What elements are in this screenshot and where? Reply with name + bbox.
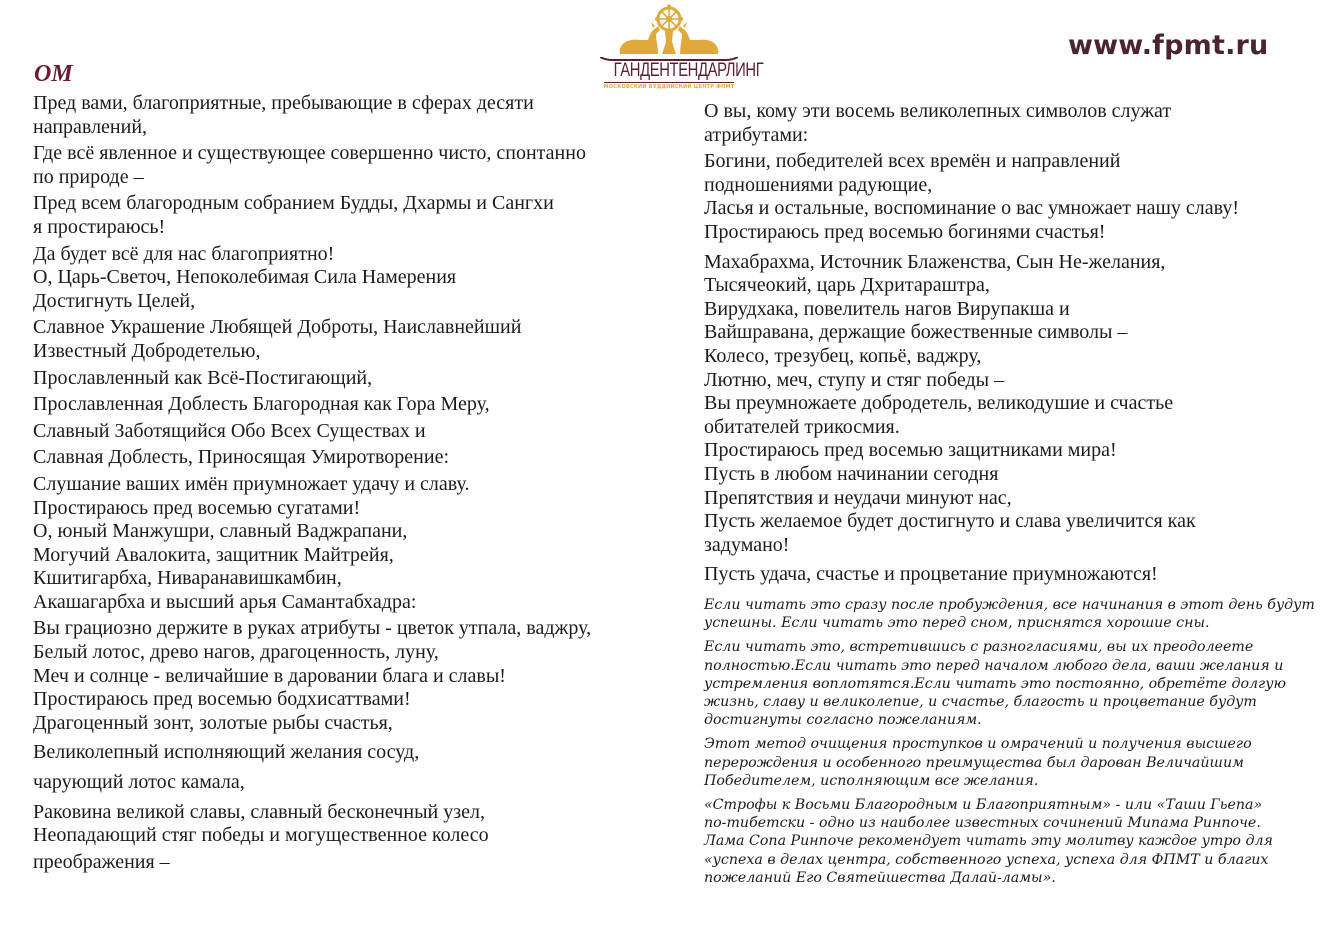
verse-line: Богини, победителей всех времён и направлений [704, 150, 1121, 173]
note-paragraph [704, 638, 1304, 729]
verse-line: Вы преумножаете добродетель, великодушие и счастье [704, 392, 1174, 415]
note-line: Лама Сопа Ринпоче рекомендует читать эту молитву каждое утро для [704, 833, 1273, 850]
site-url: www.fpmt.ru [1068, 30, 1269, 61]
note-line: успешны. Если читать это перед сном, приснятся хорошие сны. [704, 615, 1210, 632]
note-line: Победителем, исполняющим все желания. [704, 772, 1039, 789]
note-line: Этот метод очищения проступков и омрачений и получения высшего [704, 736, 1252, 753]
logo-subtitle: МОСКОВСКИЙ БУДДИЙСКИЙ ЦЕНТР ФПМТ [603, 84, 735, 90]
note-line: устремления воплотятся.Если читать это постоянно, обретёте долгую [704, 675, 1286, 692]
verse-line: Простираюсь пред восемью защитниками мира! [704, 439, 1117, 462]
verse-line: я простираюсь! [33, 215, 166, 238]
note-line: достигнуты согласно пожеланиям. [704, 712, 982, 729]
verse-line: Ласья и остальные, воспоминание о вас умножает нашу славу! [704, 197, 1240, 220]
verse-line: Раковина великой славы, славный бесконечный узел, [33, 800, 485, 823]
verse-line: Прославленный как Всё-Постигающий, [33, 366, 373, 389]
verse-line: О, юный Манжушри, славный Ваджрапани, [33, 520, 408, 543]
verse-line: Славная Доблесть, Приносящая Умиротворение: [33, 446, 449, 469]
gandentendarling-logo [598, 4, 764, 94]
note-paragraph [704, 596, 1315, 632]
verse-line: Махабрахма, Источник Блаженства, Сын Не-желания, [704, 250, 1166, 273]
verse-line: Слушание ваших имён приумножает удачу и славу. [33, 472, 470, 495]
verse-line: по природе – [33, 165, 144, 188]
verse-line: Белый лотос, древо нагов, драгоценность, луну, [33, 641, 439, 664]
verse-line: направлений, [33, 115, 148, 138]
right-column-verses [704, 100, 1314, 587]
logo-name: ГАНДЕНТЕНДАРЛИНГ [613, 60, 764, 81]
commentary-notes [704, 596, 1315, 893]
verse-line: Где всё явленное и существующее совершенно чисто, спонтанно [33, 142, 586, 165]
note-line: «успеха в делах центра, собственного успеха, успеха для ФПМТ и благих [704, 851, 1269, 868]
verse-line: Пред всем благородным собранием Будды, Дхармы и Сангхи [33, 192, 554, 215]
note-line: «Строфы к Восьми Благородным и Благоприятным» - или «Таши Гьепа» [704, 797, 1263, 814]
dharma-wheel-with-deer-icon [598, 4, 740, 60]
verse-line: Пусть желаемое будет достигнуто и слава увеличится как [704, 510, 1196, 533]
verse-line: Простираюсь пред восемью бодхисаттвами! [33, 688, 411, 711]
verse-line: Вайшравана, держащие божественные символы – [704, 321, 1128, 344]
note-line: Если читать это сразу после пробуждения, все начинания в этот день будут [704, 597, 1315, 613]
verse-line: Великолепный исполняющий желания сосуд, [33, 741, 420, 764]
verse-line: задумано! [704, 533, 790, 556]
note-line: пожеланий Его Святейшества Далай-ламы». [704, 869, 1056, 886]
note-line: Если читать это, встретившись с разногласиями, вы их преодолеете [704, 639, 1254, 656]
verse-line: О вы, кому эти восемь великолепных символов служат [704, 100, 1172, 122]
verse-line: атрибутами: [704, 123, 809, 146]
logo-divider [604, 82, 734, 83]
verse-line: Простираюсь пред восемью богинями счастья! [704, 220, 1106, 243]
verse-line: Пусть удача, счастье и процветание приумножаются! [704, 563, 1158, 586]
note-line: перерождения и особенного преимущества был дарован Величайшим [704, 754, 1244, 771]
verse-line: Акашагарбха и высший арья Самантабхадра: [33, 590, 417, 613]
note-paragraph [704, 796, 1304, 887]
verse-line: Славный Заботящийся Обо Всех Существах и [33, 419, 426, 442]
verse-line: Простираюсь пред восемью сугатами! [33, 496, 361, 519]
note-line: жизнь, славу и великолепие, и счастье, благость и процветание будут [704, 694, 1257, 711]
verse-line: Лютню, меч, ступу и стяг победы – [704, 368, 1005, 391]
left-column-verses [33, 92, 683, 874]
verse-line: Меч и солнце - величайшие в даровании блага и славы! [33, 664, 506, 687]
verse-line: Колесо, трезубец, копьё, ваджру, [704, 344, 982, 367]
verse-line: Неопадающий стяг победы и могущественное колесо [33, 824, 489, 847]
verse-line: Да будет всё для нас благоприятно! [33, 242, 335, 265]
note-paragraph [704, 735, 1304, 790]
verse-line: Препятствия и неудачи минуют нас, [704, 486, 1012, 509]
verse-line: Прославленная Доблесть Благородная как Гора Меру, [33, 393, 490, 416]
verse-line: Могучий Авалокита, защитник Майтрейя, [33, 543, 394, 566]
note-line: по-тибетски - одно из наиболее известных сочинений Мипама Ринпоче. [704, 815, 1261, 832]
verse-line: Известный Добродетелью, [33, 339, 261, 362]
verse-line: Тысячеокий, царь Дхритараштра, [704, 274, 990, 297]
verse-line: Вирудхака, повелитель нагов Вирупакша и [704, 297, 1070, 320]
verse-line: Достигнуть Целей, [33, 289, 196, 312]
verse-line: Пусть в любом начинании сегодня [704, 462, 999, 485]
verse-line: Вы грациозно держите в руках атрибуты - цветок утпала, ваджру, [33, 617, 592, 640]
verse-line: Кшитигарбха, Ниваранавишкамбин, [33, 567, 342, 590]
verse-line: Славное Украшение Любящей Доброты, Наиславнейший [33, 316, 522, 339]
verse-line: Драгоценный зонт, золотые рыбы счастья, [33, 711, 393, 734]
verse-line: Пред вами, благоприятные, пребывающие в сферах десяти [33, 92, 534, 114]
verse-line: преображения – [33, 850, 170, 873]
verse-line: обитателей трикосмия. [704, 415, 900, 438]
verse-line: чарующий лотос камала, [33, 771, 245, 794]
verse-line: подношениями радующие, [704, 173, 933, 196]
verse-line: О, Царь-Светоч, Непоколебимая Сила Намерения [33, 266, 457, 289]
note-line: полностью.Если читать это перед началом любого дела, ваши желания и [704, 657, 1284, 674]
om-heading: ОМ [34, 61, 73, 87]
